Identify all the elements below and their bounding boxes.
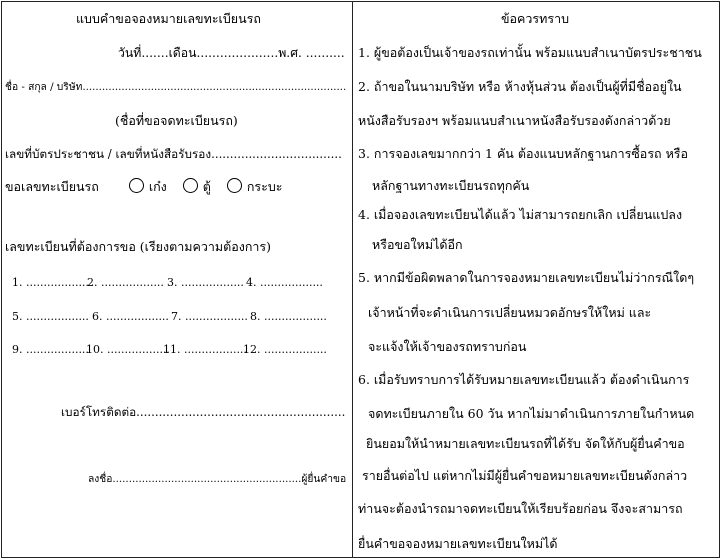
plate-slot-11[interactable]: 11. .................. xyxy=(163,343,247,356)
note-line: จดทะเบียนภายใน 60 วัน หากไม่มาดำเนินการภายในกำหนด xyxy=(368,406,695,421)
plate-slot-4[interactable]: 4. .................. xyxy=(246,276,323,289)
note-line: หนังสือรับรองฯ พร้อมแนบสำเนาหนังสือรับรองดังกล่าวด้วย xyxy=(358,113,671,128)
plate-slot-1[interactable]: 1. .................. xyxy=(12,276,89,289)
note-line: เจ้าหน้าที่จะดำเนินการเปลี่ยนหมวดอักษรให้ใหม่ และ xyxy=(368,305,652,320)
note-line: ยินยอมให้นำหมายเลขทะเบียนรถที่ได้รับ จัดให้กับผู้ยื่นคำขอ xyxy=(366,436,685,451)
notes-title: ข้อควรทราบ xyxy=(501,11,570,26)
column-divider xyxy=(352,1,353,558)
radio-circle-icon xyxy=(183,178,198,193)
plates-heading: เลขทะเบียนที่ต้องการขอ (เรียงตามความต้องการ) xyxy=(5,239,272,254)
note-line: หรือขอใหม่ได้อีก xyxy=(372,237,463,252)
plate-slot-8[interactable]: 8. .................. xyxy=(250,310,327,323)
phone-line[interactable]: เบอร์โทรติดต่อ........................................................ xyxy=(61,405,346,419)
plate-slot-5[interactable]: 5. .................. xyxy=(12,310,89,323)
note-line: 3. การจองเลขมากกว่า 1 คัน ต้องแนบหลักฐานการซื้อรถ หรือ xyxy=(358,146,689,161)
plate-slot-2[interactable]: 2. .................. xyxy=(87,276,164,289)
registrant-heading: (ชื่อที่ขอจดทะเบียนรถ) xyxy=(115,113,238,128)
note-line: ท่านจะต้องนำรถมาจดทะเบียนให้เรียบร้อยก่อน จึงจะสามารถ xyxy=(358,501,683,516)
note-line: ยื่นคำขอจองหมายเลขทะเบียนใหม่ได้ xyxy=(358,536,558,551)
form-title: แบบคำขอจองหมายเลขทะเบียนรถ xyxy=(76,11,261,26)
vehicle-type-label: ขอเลขทะเบียนรถ xyxy=(5,179,99,194)
option-sedan[interactable]: เก๋ง xyxy=(129,179,167,194)
radio-circle-icon xyxy=(227,178,242,193)
plate-slot-7[interactable]: 7. .................. xyxy=(171,310,248,323)
note-line: 5. หากมีข้อผิดพลาดในการจองหมายเลขทะเบียนไม่ว่ากรณีใดๆ xyxy=(358,270,695,285)
option-pickup[interactable]: กระบะ xyxy=(227,179,283,194)
note-line: 6. เมื่อรับทราบการได้รับหมายเลขทะเบียนแล้ว ต้องดำเนินการ xyxy=(358,372,690,387)
name-line[interactable]: ชื่อ - สกุล / บริษัท................................................................................. xyxy=(5,81,347,93)
signature-line[interactable]: ลงชื่อ..........................................................ผู้ยื่นคำขอ xyxy=(88,473,347,485)
note-line: 4. เมื่อจองเลขทะเบียนได้แล้ว ไม่สามารถยกเลิก เปลี่ยนแปลง xyxy=(358,207,683,222)
vehicle-type-row xyxy=(5,178,295,195)
date-line[interactable]: วันที่.......เดือน.....................พ.ศ. .......... xyxy=(118,46,345,60)
note-line: หลักฐานทางทะเบียนรถทุกคัน xyxy=(372,178,530,193)
note-line: รายอื่นต่อไป แต่หากไม่มีผู้ยื่นคำขอหมายเลขทะเบียนดังกล่าว xyxy=(362,468,688,483)
plate-slot-12[interactable]: 12. .................. xyxy=(243,343,327,356)
option-van[interactable]: ตู้ xyxy=(183,179,211,194)
id-number-line[interactable]: เลขที่บัตรประชาชน / เลขที่หนังสือรับรอง................................... xyxy=(5,147,342,161)
plate-slot-3[interactable]: 3. .................. xyxy=(167,276,244,289)
plate-slot-6[interactable]: 6. .................. xyxy=(92,310,169,323)
note-line: จะแจ้งให้เจ้าของรถทราบก่อน xyxy=(368,339,527,354)
note-line: 2. ถ้าขอในนามบริษัท หรือ ห้างหุ้นส่วน ต้องเป็นผู้ที่มีชื่ออยู่ใน xyxy=(358,79,682,94)
radio-circle-icon xyxy=(129,178,144,193)
plate-slot-9[interactable]: 9. .................. xyxy=(12,343,89,356)
plate-slot-10[interactable]: 10. .................. xyxy=(86,343,170,356)
note-line: 1. ผู้ขอต้องเป็นเจ้าของรถเท่านั้น พร้อมแนบสำเนาบัตรประชาชน xyxy=(358,45,702,60)
